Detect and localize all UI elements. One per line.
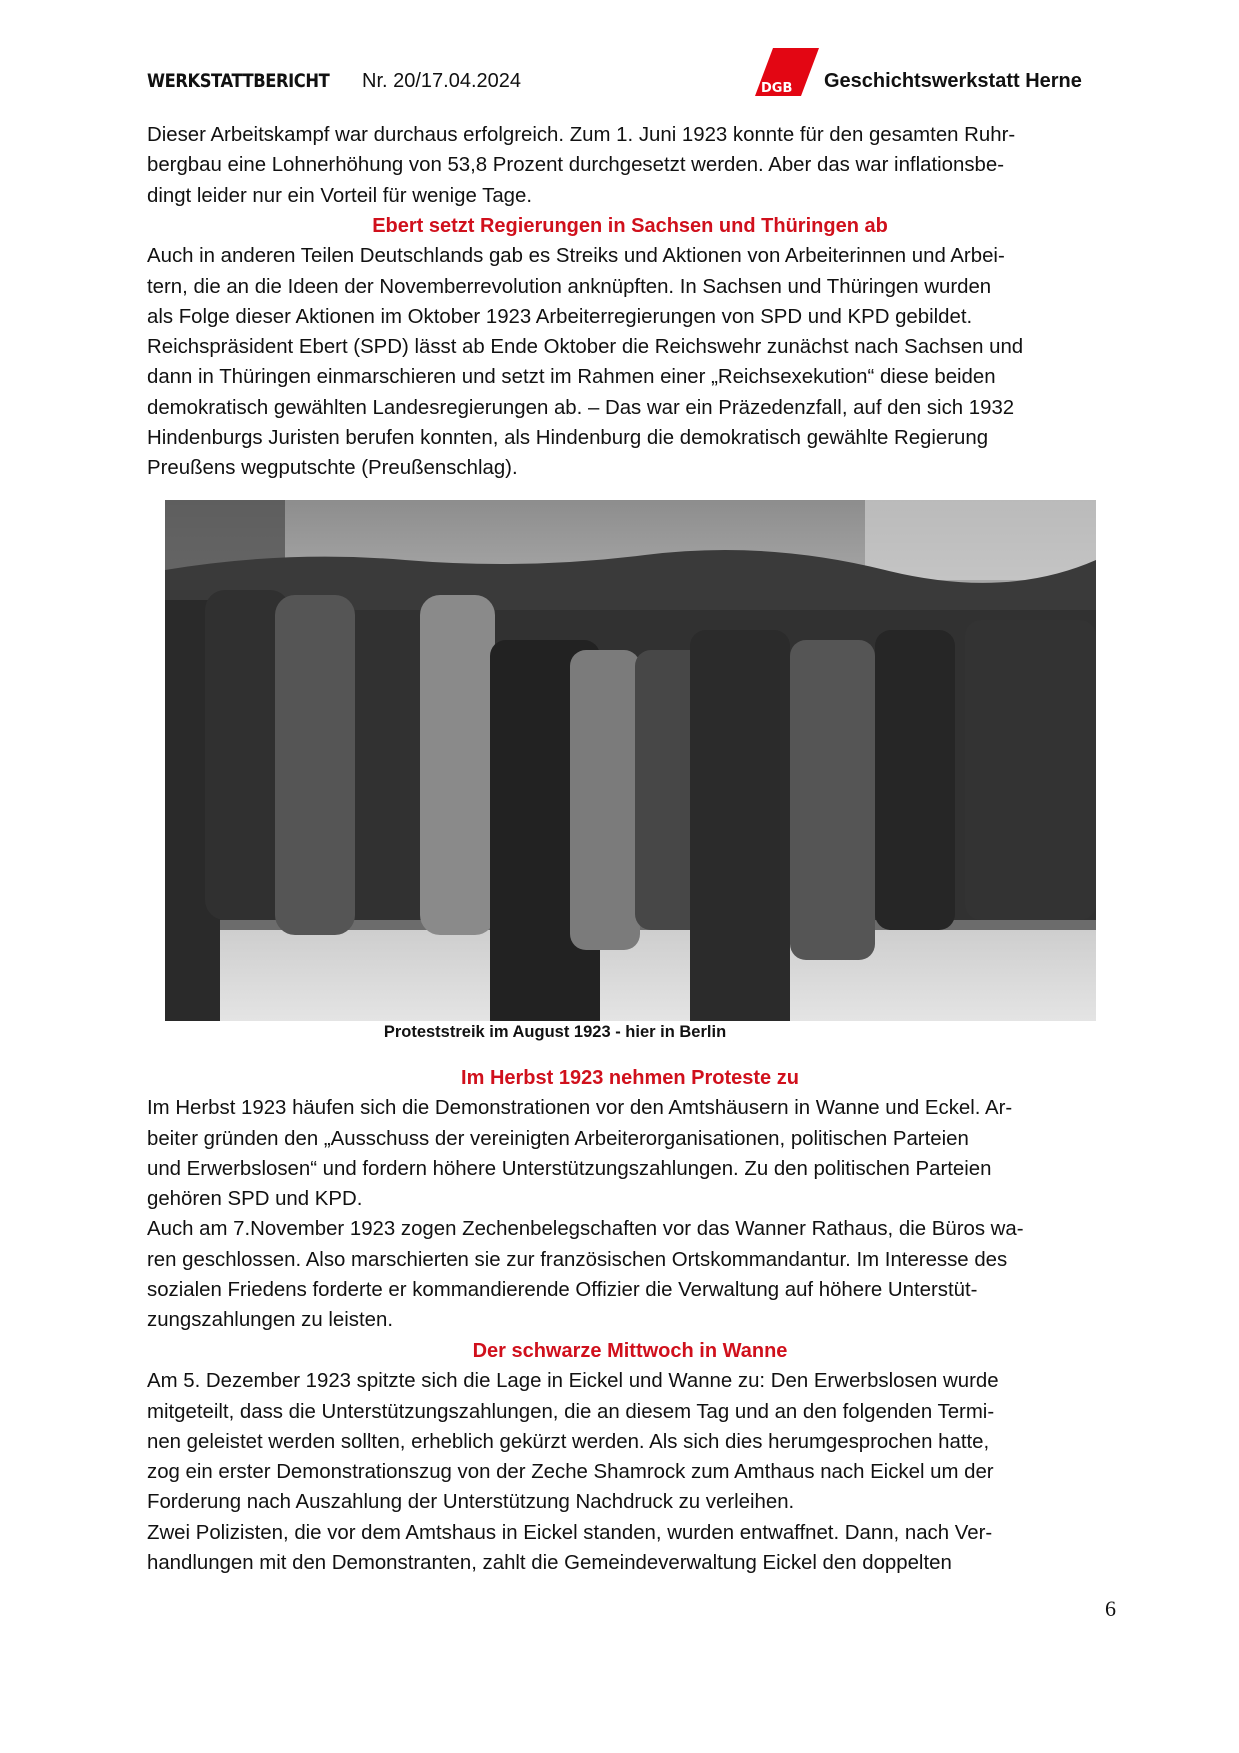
photo-placeholder-icon [165, 500, 1096, 1021]
text-line: dann in Thüringen einmarschieren und setzt im Rahmen einer „Reichsexekution“ diese beiden [147, 366, 996, 389]
dgb-logo-icon [751, 48, 819, 96]
intro-section [147, 120, 1113, 211]
text-line: als Folge dieser Aktionen im Oktober 1923 Arbeiterregierungen von SPD und KPD gebildet. [147, 305, 973, 328]
text-line: ren geschlossen. Also marschierten sie zur französischen Ortskommandantur. Im Interesse des [147, 1248, 1008, 1271]
text-line: Am 5. Dezember 1923 spitzte sich die Lage in Eickel und Wanne zu: Den Erwerbslosen wurde [147, 1370, 999, 1393]
page-number: 6 [1105, 1596, 1116, 1621]
text-line: tern, die an die Ideen der Novemberrevolution anknüpften. In Sachsen und Thüringen wurden [147, 275, 992, 298]
text-line: Auch in anderen Teilen Deutschlands gab es Streiks und Aktionen von Arbeiterinnen und Arbei- [147, 245, 1005, 268]
paragraph [147, 241, 1113, 483]
text-line: zog ein erster Demonstrationszug von der Zeche Shamrock zum Amthaus nach Eickel um der [147, 1461, 994, 1484]
paragraph [147, 1093, 1113, 1335]
text-line: Zwei Polizisten, die vor dem Amtshaus in Eickel standen, wurden entwaffnet. Dann, nach Ver- [147, 1521, 993, 1544]
document-title: WERKSTATTBERICHT [147, 70, 330, 92]
logo-text: DGB [761, 81, 793, 96]
historical-photo [165, 500, 1096, 1021]
organization-name: Geschichtswerkstatt Herne [824, 70, 1082, 92]
text-line: und Erwerbslosen“ und fordern höhere Unterstützungszahlungen. Zu den politischen Parteien [147, 1157, 992, 1180]
document-number: Nr. 20/17.04.2024 [362, 70, 522, 92]
text-line: Hindenburgs Juristen berufen konnten, als Hindenburg die demokratisch gewählte Regierung [147, 427, 989, 450]
ebert-section [147, 211, 1113, 484]
text-line: Preußens wegputschte (Preußenschlag). [147, 457, 518, 480]
text-line: nen geleistet werden sollten, erheblich gekürzt werden. Als sich dies herumgesprochen hatte, [147, 1430, 990, 1453]
section-heading: Ebert setzt Regierungen in Sachsen und Thüringen ab [372, 215, 888, 237]
text-line: dingt leider nur ein Vorteil für wenige Tage. [147, 184, 533, 207]
text-line: Auch am 7.November 1923 zogen Zechenbelegschaften vor das Wanner Rathaus, die Büros wa- [147, 1218, 1024, 1241]
text-line: zungszahlungen zu leisten. [147, 1309, 393, 1332]
mittwoch-section [147, 1336, 1113, 1578]
text-line: beiter gründen den „Ausschuss der vereinigten Arbeiterorganisationen, politischen Parteien [147, 1127, 969, 1150]
text-line: Im Herbst 1923 häufen sich die Demonstrationen vor den Amtshäusern in Wanne und Eckel. Ar- [147, 1097, 1013, 1120]
page-header [147, 62, 1107, 102]
text-line: bergbau eine Lohnerhöhung von 53,8 Prozent durchgesetzt werden. Aber das war inflationsbe- [147, 154, 1004, 177]
text-line: mitgeteilt, dass die Unterstützungszahlungen, die an diesem Tag und an den folgenden Termi- [147, 1400, 995, 1423]
section-heading: Im Herbst 1923 nehmen Proteste zu [461, 1067, 799, 1089]
text-line: Dieser Arbeitskampf war durchaus erfolgreich. Zum 1. Juni 1923 konnte für den gesamten Ruhr- [147, 124, 1016, 146]
text-line: gehören SPD und KPD. [147, 1188, 363, 1211]
paragraph [147, 120, 1113, 211]
section-heading: Der schwarze Mittwoch in Wanne [472, 1340, 788, 1362]
text-line: Forderung nach Auszahlung der Unterstützung Nachdruck zu verleihen. [147, 1491, 795, 1514]
text-line: demokratisch gewählten Landesregierungen ab. – Das war ein Präzedenzfall, auf den sich 1932 [147, 396, 1015, 419]
text-line: sozialen Friedens forderte er kommandierende Offizier die Verwaltung auf höhere Unterstüt- [147, 1279, 978, 1302]
text-line: Reichspräsident Ebert (SPD) lässt ab Ende Oktober die Reichswehr zunächst nach Sachsen und [147, 336, 1024, 359]
paragraph [147, 1366, 1113, 1578]
photo-caption: Proteststreik im August 1923 - hier in Berlin [383, 1023, 727, 1041]
text-line: handlungen mit den Demonstranten, zahlt die Gemeindeverwaltung Eickel den doppelten [147, 1552, 952, 1575]
herbst-section [147, 1063, 1113, 1336]
